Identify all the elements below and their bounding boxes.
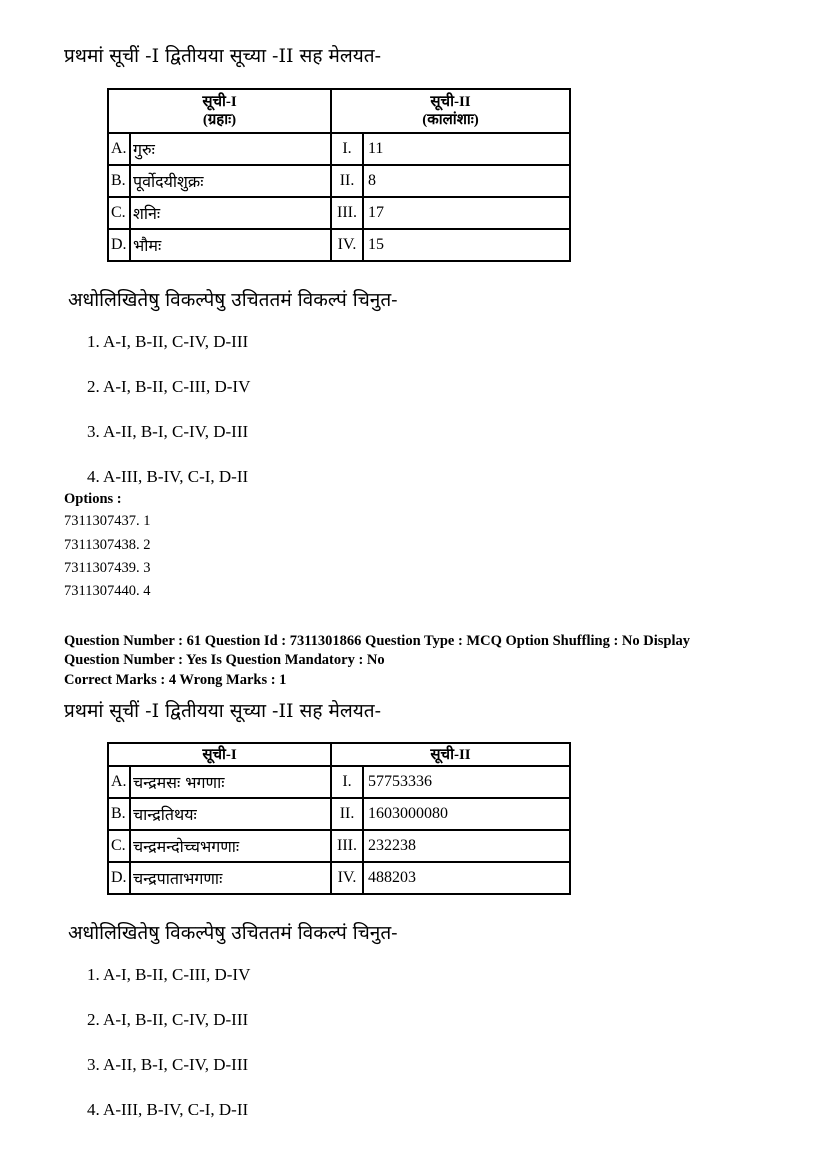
row-item: चान्द्रतिथयः [130,798,331,830]
q2-instruction: अधोलिखितेषु विकल्पेषु उचिततमं विकल्पं चिनुत- [68,922,398,944]
row-item: चन्द्रमन्दोच्चभगणाः [130,830,331,862]
q2-meta-line-1: Question Number : 61 Question Id : 7311301866 Question Type : MCQ Option Shuffling : No Display [64,633,690,649]
row-item: चन्द्रपाताभगणाः [130,862,331,894]
row-value: 57753336 [363,766,570,798]
row-value: 17 [363,197,570,229]
row-value: 15 [363,229,570,261]
row-roman: II. [331,165,363,197]
row-letter: D. [108,229,130,261]
table-row [108,197,570,229]
row-letter: D. [108,862,130,894]
q1-prompt: प्रथमां सूचीं -I द्वितीयया सूच्या -II सह मेलयत- [64,45,382,67]
q1-option-id-3: 7311307439. 3 [64,560,151,576]
row-letter: A. [108,133,130,165]
q2-prompt: प्रथमां सूचीं -I द्वितीयया सूच्या -II सह मेलयत- [64,700,382,722]
table-row [108,133,570,165]
row-roman: IV. [331,229,363,261]
row-letter: C. [108,197,130,229]
q2-choice-3: 3. A-II, B-I, C-IV, D-III [87,1055,249,1074]
q1-list1-title: सूची-I [202,94,237,110]
row-item: पूर्वोदयीशुक्रः [130,165,331,197]
row-value: 11 [363,133,570,165]
q1-option-id-2: 7311307438. 2 [64,537,151,553]
row-letter: B. [108,798,130,830]
q1-choice-4: 4. A-III, B-IV, C-I, D-II [87,467,249,486]
row-item: गुरुः [130,133,331,165]
q1-option-id-4: 7311307440. 4 [64,583,151,599]
row-roman: I. [331,133,363,165]
row-value: 1603000080 [363,798,570,830]
table-row [108,830,570,862]
q1-list1-header [108,89,331,133]
q1-table-header [108,89,570,133]
q1-list2-title: सूची-II [430,94,471,110]
q1-list1-sub: (ग्रहाः) [202,112,237,128]
q1-choice-1: 1. A-I, B-II, C-IV, D-III [87,332,249,351]
row-roman: IV. [331,862,363,894]
row-roman: III. [331,197,363,229]
table-row [108,766,570,798]
q1-option-id-1: 7311307437. 1 [64,513,151,529]
q2-meta-line-3: Correct Marks : 4 Wrong Marks : 1 [64,672,287,688]
q2-table-header [108,743,570,766]
q1-choice-3: 3. A-II, B-I, C-IV, D-III [87,422,249,441]
table-row [108,862,570,894]
row-value: 488203 [363,862,570,894]
row-roman: III. [331,830,363,862]
row-item: शनिः [130,197,331,229]
row-item: भौमः [130,229,331,261]
q1-match-table [107,88,571,262]
row-letter: B. [108,165,130,197]
table-row [108,229,570,261]
q2-choice-4: 4. A-III, B-IV, C-I, D-II [87,1100,249,1119]
row-value: 232238 [363,830,570,862]
q2-meta-line-2: Question Number : Yes Is Question Mandatory : No [64,652,385,668]
row-roman: I. [331,766,363,798]
q2-list1-header: सूची-I [108,743,331,766]
q2-choice-2: 2. A-I, B-II, C-IV, D-III [87,1010,249,1029]
table-row [108,165,570,197]
row-roman: II. [331,798,363,830]
q1-list2-sub: (कालांशाः) [422,112,479,128]
q1-choice-2: 2. A-I, B-II, C-III, D-IV [87,377,251,396]
q2-match-table [107,742,571,895]
q1-instruction: अधोलिखितेषु विकल्पेषु उचिततमं विकल्पं चिनुत- [68,289,398,311]
row-letter: C. [108,830,130,862]
q2-choice-1: 1. A-I, B-II, C-III, D-IV [87,965,251,984]
q1-options-label: Options : [64,491,122,507]
q2-list2-header: सूची-II [331,743,570,766]
row-letter: A. [108,766,130,798]
q1-list2-header [331,89,570,133]
row-item: चन्द्रमसः भगणाः [130,766,331,798]
row-value: 8 [363,165,570,197]
table-row [108,798,570,830]
